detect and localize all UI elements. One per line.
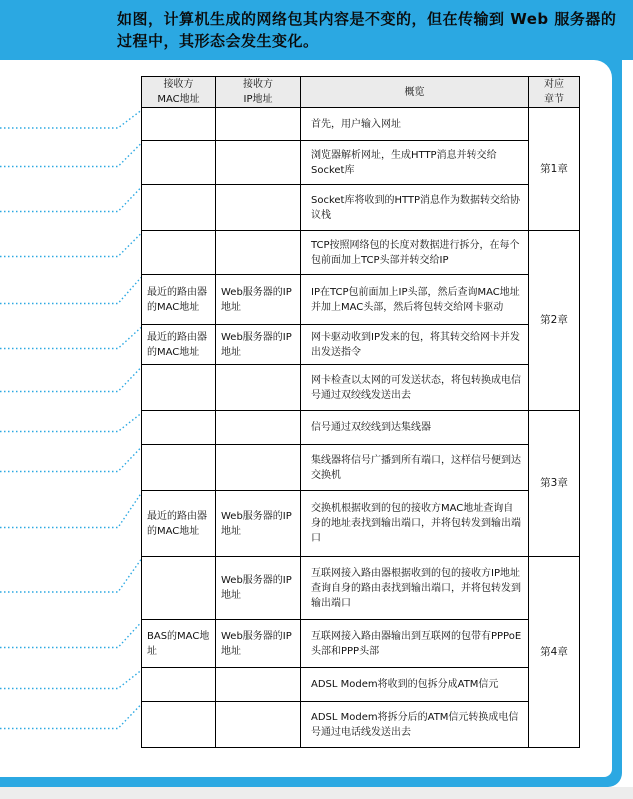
ip-cell	[216, 445, 301, 491]
mac-cell	[142, 411, 216, 445]
connector-line	[0, 188, 141, 212]
desc-cell: 互联网接入路由器根据收到的包的接收方IP地址查询自身的路由表找到输出端口，并将包转发到输出端口	[301, 557, 529, 620]
connector-line	[0, 328, 141, 349]
connector-line	[0, 494, 141, 528]
ip-cell: Web服务器的IP地址	[216, 325, 301, 365]
table-row	[142, 557, 580, 620]
connector-line	[0, 144, 141, 167]
connector-line	[0, 111, 141, 129]
table-row	[142, 445, 580, 491]
table-row	[142, 231, 580, 275]
header-ip-text: 接收方 IP地址	[243, 79, 273, 105]
desc-cell: 集线器将信号广播到所有端口，这样信号便到达交换机	[301, 445, 529, 491]
connector-line	[0, 278, 141, 304]
header-overview	[301, 77, 529, 108]
table-row	[142, 365, 580, 411]
chapter-cell: 第1章	[529, 108, 580, 231]
mac-cell	[142, 231, 216, 275]
mac-cell	[142, 557, 216, 620]
mac-cell: 最近的路由器的MAC地址	[142, 325, 216, 365]
mac-cell	[142, 702, 216, 748]
header-mac	[142, 77, 216, 108]
table-row	[142, 325, 580, 365]
desc-cell: 交换机根据收到的包的接收方MAC地址查询自身的地址表找到输出端口，并将包转发到输出端口	[301, 491, 529, 557]
ip-cell: Web服务器的IP地址	[216, 275, 301, 325]
connector-line	[0, 671, 141, 689]
mac-cell	[142, 108, 216, 141]
ip-cell	[216, 108, 301, 141]
connector-line	[0, 448, 141, 472]
header-title: 如图，计算机生成的网络包其内容是不变的，但在传输到 Web 服务器的过程中，其形态会发生变化。	[117, 10, 617, 50]
ip-cell: Web服务器的IP地址	[216, 491, 301, 557]
ip-cell	[216, 185, 301, 231]
desc-cell: 信号通过双绞线到达集线器	[301, 411, 529, 445]
table-row	[142, 620, 580, 668]
connector-line	[0, 705, 141, 729]
chapter-cell: 第3章	[529, 411, 580, 557]
ip-cell	[216, 231, 301, 275]
mac-cell: 最近的路由器的MAC地址	[142, 491, 216, 557]
table-row	[142, 108, 580, 141]
desc-cell: 互联网接入路由器输出到互联网的包带有PPPoE头部和PPP头部	[301, 620, 529, 668]
header-mac-text: 接收方 MAC地址	[157, 79, 200, 105]
header-chapter-text: 对应 章节	[544, 79, 564, 105]
table-header-row	[142, 77, 580, 108]
mac-cell: 最近的路由器的MAC地址	[142, 275, 216, 325]
ip-cell: Web服务器的IP地址	[216, 620, 301, 668]
connector-line	[0, 560, 141, 593]
ip-cell	[216, 702, 301, 748]
ip-cell	[216, 668, 301, 702]
table-row	[142, 491, 580, 557]
header-overview-text: 概览	[404, 86, 425, 98]
connector-line	[0, 414, 141, 432]
ip-cell	[216, 141, 301, 185]
table-row	[142, 411, 580, 445]
mac-cell: BAS的MAC地址	[142, 620, 216, 668]
mac-cell	[142, 141, 216, 185]
desc-cell: Socket库将收到的HTTP消息作为数据转交给协议栈	[301, 185, 529, 231]
chapter-cell: 第2章	[529, 231, 580, 411]
table-row	[142, 141, 580, 185]
ip-cell	[216, 411, 301, 445]
mac-cell	[142, 185, 216, 231]
connector-line	[0, 368, 141, 392]
mac-cell	[142, 445, 216, 491]
ip-cell: Web服务器的IP地址	[216, 557, 301, 620]
table-row	[142, 185, 580, 231]
desc-cell: TCP按照网络包的长度对数据进行拆分，在每个包前面加上TCP头部并转交给IP	[301, 231, 529, 275]
desc-cell: ADSL Modem将拆分后的ATM信元转换成电信号通过电话线发送出去	[301, 702, 529, 748]
mac-cell	[142, 365, 216, 411]
header-chapter	[529, 77, 580, 108]
desc-cell: 首先，用户输入网址	[301, 108, 529, 141]
desc-cell: 网卡驱动收到IP发来的包，将其转交给网卡并发出发送指令	[301, 325, 529, 365]
table-row	[142, 275, 580, 325]
desc-cell: IP在TCP包前面加上IP头部，然后查询MAC地址并加上MAC头部，然后将包转交给网卡驱动	[301, 275, 529, 325]
connector-line	[0, 623, 141, 648]
desc-cell: ADSL Modem将收到的包拆分成ATM信元	[301, 668, 529, 702]
table-row	[142, 668, 580, 702]
table-row	[142, 702, 580, 748]
desc-cell: 浏览器解析网址，生成HTTP消息并转交给Socket库	[301, 141, 529, 185]
chapter-cell: 第4章	[529, 557, 580, 748]
header-ip	[216, 77, 301, 108]
desc-cell: 网卡检查以太网的可发送状态，将包转换成电信号通过双绞线发送出去	[301, 365, 529, 411]
connector-line	[0, 234, 141, 257]
ip-cell	[216, 365, 301, 411]
mac-cell	[142, 668, 216, 702]
process-table	[141, 76, 580, 748]
